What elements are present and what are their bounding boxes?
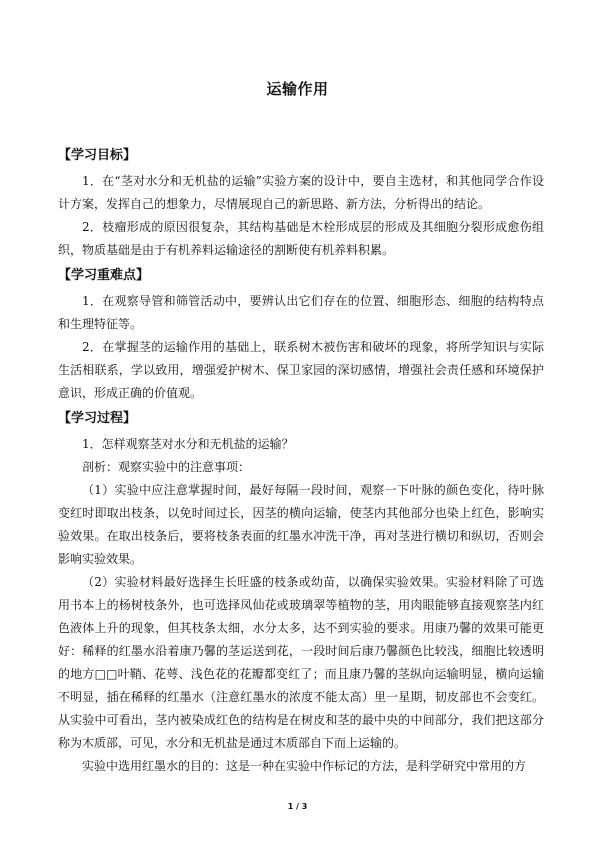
paragraph: （2）实验材料最好选择生长旺盛的枝条或幼苗，以确保实验效果。实验材料除了可选用书本上的杨树枝条外，也可选择凤仙花或玻璃翠等植物的茎，用肉眼能够直接观察茎内红色液体上升的现象，但其枝条太细，水分太多，达不到实验的要求。用康乃馨的效果可能更好：稀释的红墨水沿着康乃馨的茎运送到花，一段时间后康乃馨颜色比较浅，细胞比较透明的地方□□叶鞘、花萼、浅色花的花瓣都变红了；而且康乃馨的茎纵向运输明显，横向运输不明显，插在稀释的红墨水（注意红墨水的浓度不能太高）里一星期，韧皮部也不会变红。从实验中可看出，茎内被染成红色的结构是在树皮和茎的最中央的中间部分，我们把这部分称为木质部，可见，水分和无机盐是通过木质部自下而上运输的。 <box>58 575 544 750</box>
paragraph: 剖析：观察实验中的注意事项： <box>82 460 251 474</box>
paragraph: 2．枝瘤形成的原因很复杂，其结构基础是木栓形成层的形成及其细胞分裂形成愈伤组织，物质基础是由于有机养料运输途径的割断使有机养料积累。 <box>58 220 544 257</box>
paragraph: （1）实验中应注意掌握时间，最好每隔一段时间，观察一下叶脉的颜色变化，待叶脉变红时即取出枝条，以免时间过长，因茎的横向运输，使茎内其他部分也染上红色，影响实验效果。在取出枝条后，要将枝条表面的红墨水冲洗干净，再对茎进行横切和纵切，否则会影响实验效果。 <box>58 483 544 566</box>
paragraph: 1．怎样观察茎对水分和无机盐的运输？ <box>82 437 294 451</box>
page-number: 1 / 3 <box>287 802 308 811</box>
section-learning-process <box>58 409 544 778</box>
paragraph: 实验中选用红墨水的目的：这是一种在实验中作标记的方法，是科学研究中常用的方 <box>82 759 527 773</box>
section-heading: 【学习重难点】 <box>58 268 150 283</box>
section-heading: 【学习目标】 <box>58 148 137 163</box>
paragraph: 2．在掌握茎的运输作用的基础上，联系树木被伤害和破坏的现象，将所学知识与实际生活相联系，学以致用，增强爱护树木、保卫家园的深切感情，增强社会责任感和环境保护意识，形成正确的价值观。 <box>58 340 544 400</box>
section-key-difficulties <box>58 266 544 405</box>
document-body <box>58 146 544 778</box>
paragraph: 1．在观察导管和筛管活动中，要辨认出它们存在的位置、细胞形态、细胞的结构特点和生理特征等。 <box>58 294 544 331</box>
section-learning-goals <box>58 146 544 262</box>
section-heading: 【学习过程】 <box>58 411 137 426</box>
paragraph: 1．在“茎对水分和无机盐的运输”实验方案的设计中，要自主选材，和其他同学合作设计方案，发挥自己的想象力，尽情展现自己的新思路、新方法，分析得出的结论。 <box>58 174 544 211</box>
document-title: 运输作用 <box>266 80 329 98</box>
